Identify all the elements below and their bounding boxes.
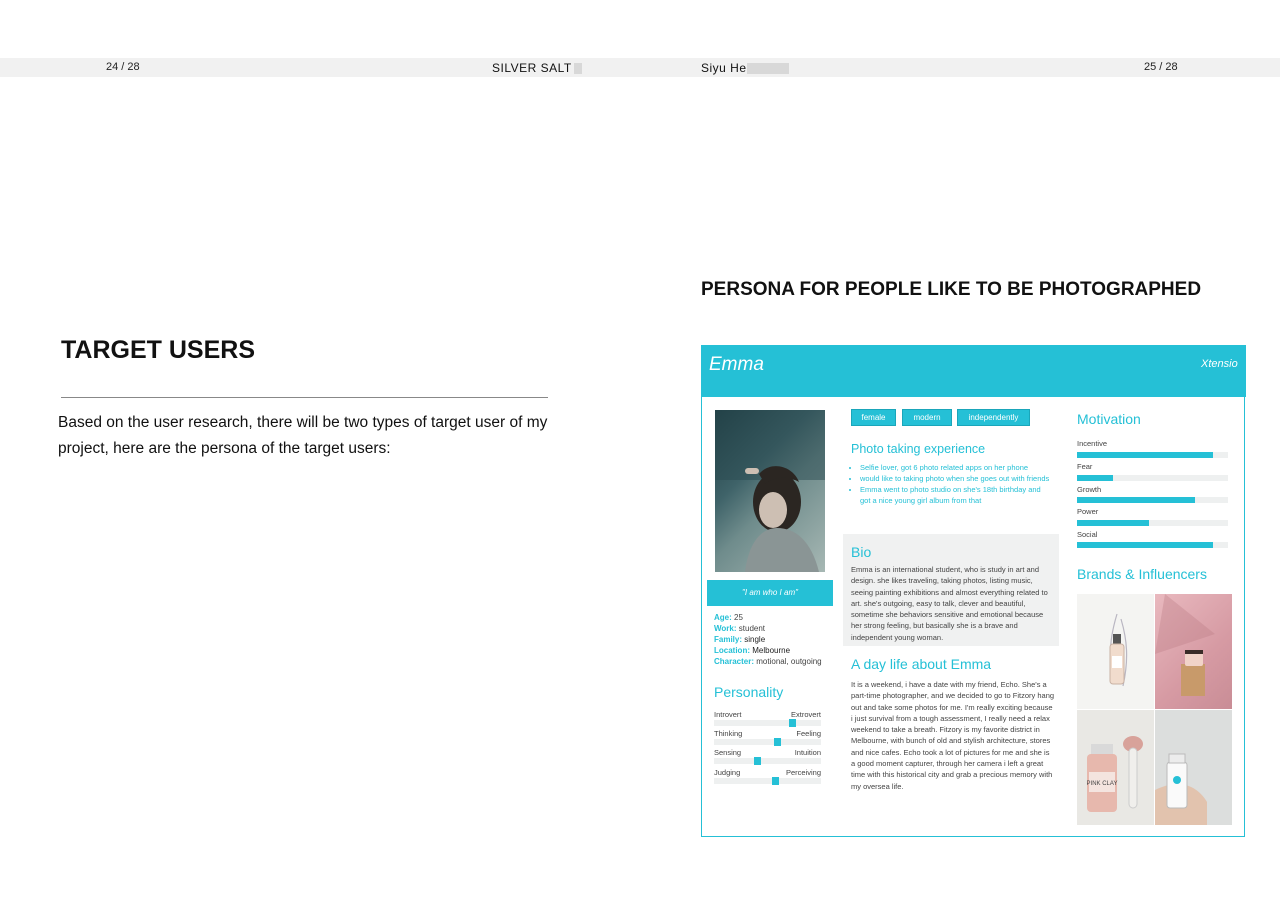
slider-left-label: Sensing [714,748,742,757]
slider-left-label: Judging [714,768,741,777]
motivation-label: Growth [1077,485,1102,494]
persona-header-band [701,345,1246,397]
persona-name: Emma [709,354,764,375]
page-number-left: 24 / 28 [106,61,140,73]
slider-knob [772,777,779,785]
info-value: motional, outgoing [756,657,822,666]
list-item: • Selfie lover, got 6 photo related apps on her phone [860,462,1051,473]
slider-knob [754,757,761,765]
slider-left-label: Thinking [714,729,743,738]
running-head-left-text: SILVER SALT [492,61,572,75]
motivation-label: Fear [1077,462,1093,471]
page-number-right: 25 / 28 [1144,61,1178,73]
intro-paragraph: Based on the user research, there will be two types of target user of my project, here are the persona of the target users: [58,414,548,457]
info-value: single [744,635,766,644]
day-life-text: It is a weekend, i have a date with my friend, Echo. She's a part-time photographer, and we decided to go to Fitzory hang out and take some photos for me. I'm really exciting because i just survival from a tough assessment, I really need a relax weekend to take a breath. Fitzory is my favorite district in Melbourne, with bunch of old and stylish architecture, stores and nice cafes. Echo took a lot of pictures for me and she is a good moment capturer, through her camera i left a great time with this historical city and grab a precious memory with my oversea life. [851,680,1055,791]
slider-left-label: Introvert [714,710,742,719]
motivation-bar-fear [1077,475,1113,481]
tag-modern: modern [902,409,952,426]
photo-experience-title: Photo taking experience [851,442,986,456]
bio-title: Bio [851,544,872,560]
list-item: • Emma went to photo studio on she's 18th birthday and got a nice young girl album from that [860,484,1051,506]
running-head-left [492,61,582,75]
info-value: Melbourne [752,646,791,655]
info-label: Work: [714,624,737,633]
personality-title: Personality [714,684,784,700]
slider-knob [774,738,781,746]
motivation-label: Incentive [1077,439,1108,448]
bio-text: Emma is an international student, who is study in art and design. she likes traveling, taking photos, listing music, seeing painting exhibitions and almost everything related to art. she's outgoing, easy to talk, clever and beautiful, sometime she behaviors sensitive and emotional because her strong feeling, but basically she is a brave and independent young woman. [851,565,1048,642]
brand-image-jar [1155,594,1232,709]
motivation-label: Social [1077,530,1098,539]
motivation-label: Power [1077,507,1099,516]
redaction-mark [747,63,789,74]
slider-right-label: Perceiving [785,768,821,777]
motivation-title: Motivation [1077,411,1141,427]
slider-right-label: Intuition [794,748,821,757]
photo-experience-list [851,462,1051,506]
info-value: 25 [734,613,743,622]
header-bar [0,58,1280,77]
motivation-bar-power [1077,520,1149,526]
page-title: TARGET USERS [61,336,255,364]
info-label: Location: [714,646,750,655]
slider-right-label: Feeling [796,729,821,738]
tag-independently: independently [957,409,1030,426]
running-head-right-text: Siyu He [701,61,747,75]
brand-image-pink-clay [1077,710,1154,825]
personality-slider-introvert [714,720,821,726]
info-label: Family: [714,635,743,644]
info-character [714,657,822,666]
info-value: student [738,624,766,633]
brand-label: PINK CLAY [1086,781,1118,787]
personality-slider-sensing [714,758,821,764]
info-family [714,635,765,644]
slider-right-label: Extrovert [790,710,821,719]
running-head-right [701,61,789,75]
persona-quote: "I am who I am" [707,580,833,606]
motivation-bar-growth [1077,497,1195,503]
info-work [714,624,765,633]
info-age [714,613,743,622]
info-location [714,646,790,655]
redaction-mark [574,63,582,74]
divider [61,397,548,398]
brand-image-serum [1077,594,1154,709]
personality-slider-thinking [714,739,821,745]
info-label: Character: [714,657,755,666]
list-item: • would like to taking photo when she goes out with friends [860,473,1051,484]
motivation-bar-incentive [1077,452,1213,458]
day-life-title: A day life about Emma [851,656,992,672]
motivation-bar-social [1077,542,1213,548]
brand-image-bottle-hand [1155,710,1232,825]
persona-heading: PERSONA FOR PEOPLE LIKE TO BE PHOTOGRAPHED [701,279,1202,300]
persona-photo [715,410,825,572]
personality-slider-judging [714,778,821,784]
slider-knob [789,719,796,727]
xtensio-logo: Xtensio [1201,358,1238,370]
persona-photo-graphic [715,410,825,572]
tag-female: female [851,409,896,426]
info-label: Age: [714,613,732,622]
brands-title: Brands & Influencers [1077,566,1207,582]
